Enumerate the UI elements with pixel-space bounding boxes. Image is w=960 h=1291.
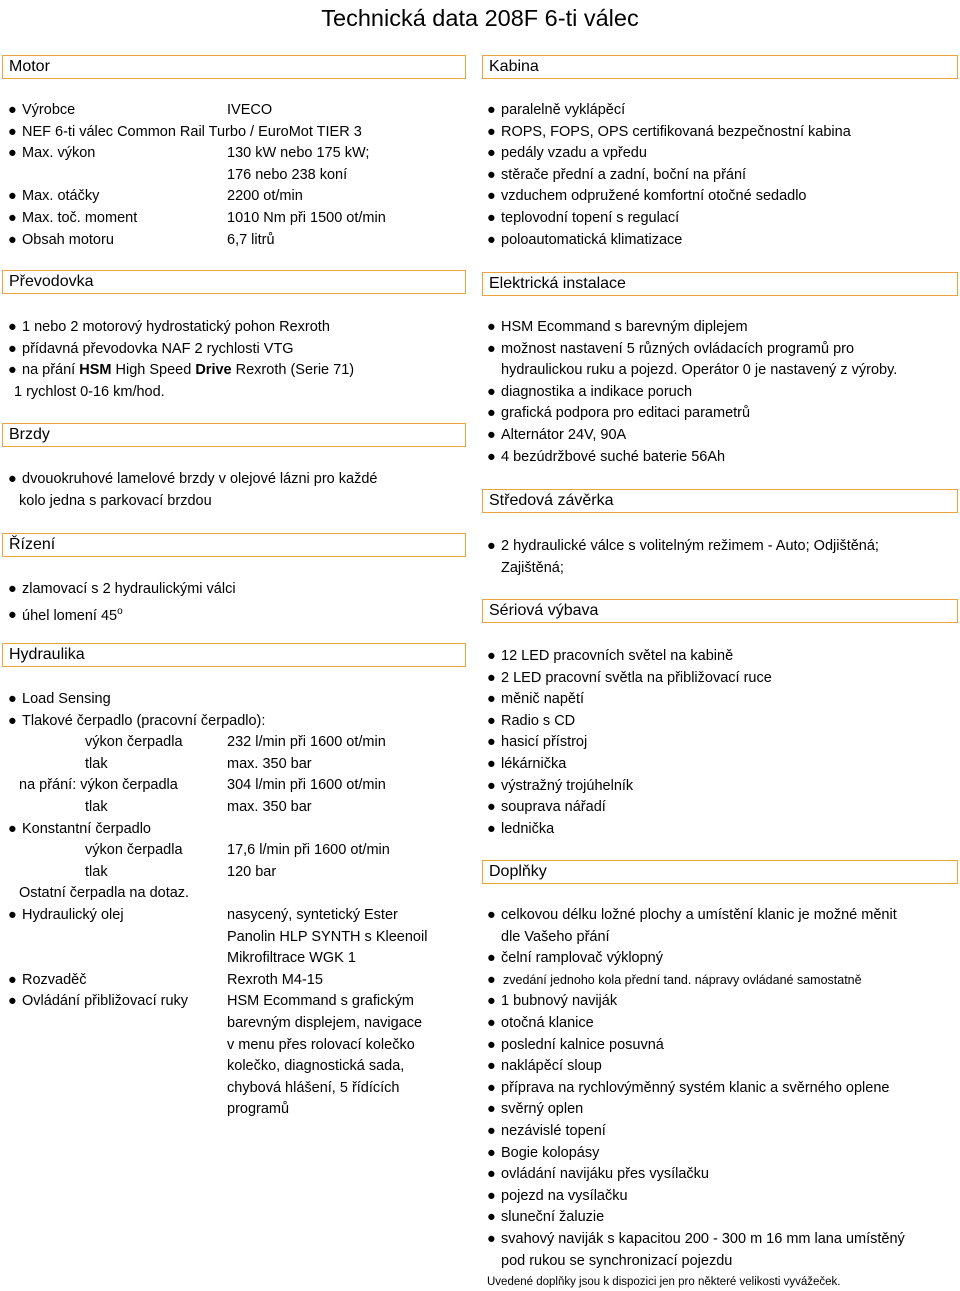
section-header-elektricka: Elektrická instalace bbox=[482, 272, 958, 296]
list-item: ● přídavná převodovka NAF 2 rychlosti VTG bbox=[8, 340, 294, 357]
section-header-motor: Motor bbox=[2, 55, 466, 79]
list-item: ● Tlakové čerpadlo (pracovní čerpadlo): bbox=[8, 712, 266, 729]
list-item: ● 4 bezúdržbové suché baterie 56Ah bbox=[487, 448, 726, 465]
section-header-prevodovka: Převodovka bbox=[2, 270, 466, 294]
list-item: ● ovládání navijáku přes vysílačku bbox=[487, 1166, 709, 1183]
list-item: ● vzduchem odpružené komfortní otočné sedadlo bbox=[487, 188, 807, 205]
list-item: ● paralelně vyklápěcí bbox=[487, 102, 626, 118]
rizeni-list bbox=[8, 579, 236, 622]
list-item: Mikrofiltrace WGK 1 bbox=[227, 950, 356, 967]
brzdy-list bbox=[8, 469, 377, 512]
hydraulika-list bbox=[8, 689, 468, 1121]
list-item: ● Rozvaděč Rexroth M4-15 bbox=[8, 971, 323, 988]
list-item: programů bbox=[227, 1101, 290, 1118]
list-item: ● Load Sensing bbox=[8, 691, 111, 707]
list-item: 1 rychlost 0-16 km/hod. bbox=[14, 383, 165, 400]
list-item: ● zvedání jednoho kola přední tand. nápravy ovládané samostatně bbox=[487, 971, 862, 988]
list-item: ● 1 nebo 2 motorový hydrostatický pohon Rexroth bbox=[8, 319, 330, 335]
section-header-hydraulika: Hydraulika bbox=[2, 643, 466, 667]
list-item: ● Hydraulický olej nasycený, syntetický Ester bbox=[8, 906, 398, 923]
section-header-seriova: Sériová výbava bbox=[482, 599, 958, 623]
list-item: Panolin HLP SYNTH s Kleenoil bbox=[227, 928, 428, 945]
list-item: ● příprava na rychlovýměnný systém klanic a svěrného oplene bbox=[487, 1079, 890, 1096]
page-title: Technická data 208F 6-ti válec bbox=[321, 5, 639, 31]
list-item: ● lékárnička bbox=[487, 755, 567, 772]
list-item: tlak max. 350 bar bbox=[85, 755, 312, 772]
list-item: ● poslední kalnice posuvná bbox=[487, 1036, 664, 1053]
elektricka-list bbox=[487, 317, 897, 468]
list-item: ● Radio s CD bbox=[487, 712, 576, 729]
list-item: chybová hlášení, 5 řídících bbox=[227, 1079, 400, 1096]
list-item: ● Max. výkon 130 kW nebo 175 kW; bbox=[8, 145, 370, 162]
list-item: pod rukou se synchronizací pojezdu bbox=[501, 1252, 733, 1269]
list-item: ● sluneční žaluzie bbox=[487, 1209, 605, 1226]
list-item: Ostatní čerpadla na dotaz. bbox=[19, 885, 190, 902]
list-item: ● hasicí přístroj bbox=[487, 734, 588, 751]
list-item: výkon čerpadla 232 l/min při 1600 ot/min bbox=[85, 734, 386, 751]
list-item: ● Konstantní čerpadlo bbox=[8, 820, 151, 837]
list-item: na přání: výkon čerpadla 304 l/min při 1600 ot/min bbox=[19, 777, 386, 794]
list-item: ● Obsah motoru 6,7 litrů bbox=[8, 231, 275, 248]
section-header-doplnky: Doplňky bbox=[482, 860, 958, 884]
list-item: ● lednička bbox=[487, 820, 555, 837]
stredova-list bbox=[487, 536, 879, 579]
list-item: barevným displejem, navigace bbox=[227, 1014, 423, 1031]
list-item: ● otočná klanice bbox=[487, 1014, 594, 1031]
list-item: ● nezávislé topení bbox=[487, 1122, 606, 1139]
list-item: ● 2 LED pracovní světla na přibližovací ruce bbox=[487, 669, 772, 686]
list-item: tlak 120 bar bbox=[85, 863, 277, 880]
list-item: hydraulickou ruku a pojezd. Operátor 0 je nastavený z výroby. bbox=[501, 362, 898, 379]
list-item: ● NEF 6-ti válec Common Rail Turbo / EuroMot TIER 3 bbox=[8, 123, 362, 140]
list-item: ● měnič napětí bbox=[487, 691, 585, 708]
list-item: ● diagnostika a indikace poruch bbox=[487, 383, 693, 400]
list-item: ● pojezd na vysílačku bbox=[487, 1187, 628, 1204]
list-item: ● celkovou délku ložné plochy a umístění klanic je možné měnit bbox=[487, 907, 897, 923]
list-item: ● zlamovací s 2 hydraulickými válci bbox=[8, 581, 236, 597]
list-item: v menu přes rolovací kolečko bbox=[227, 1036, 415, 1053]
doplnky-list bbox=[487, 905, 905, 1272]
list-item: ● Bogie kolopásy bbox=[487, 1144, 600, 1161]
list-item: 176 nebo 238 koní bbox=[227, 166, 348, 183]
motor-list bbox=[8, 100, 468, 251]
list-item: ● souprava nářadí bbox=[487, 799, 606, 816]
list-item: ● ROPS, FOPS, OPS certifikovaná bezpečnostní kabina bbox=[487, 123, 851, 140]
list-item: Zajištěná; bbox=[501, 559, 564, 576]
list-item: ● Max. otáčky 2200 ot/min bbox=[8, 188, 303, 205]
list-item: ● svahový naviják s kapacitou 200 - 300 m 16 mm lana umístěný bbox=[487, 1230, 905, 1247]
section-header-kabina: Kabina bbox=[482, 55, 958, 79]
list-item: ● poloautomatická klimatizace bbox=[487, 231, 683, 248]
list-item: ● na přání HSM High Speed Drive Rexroth (Serie 71) bbox=[8, 362, 355, 379]
section-header-stredova: Středová závěrka bbox=[482, 489, 958, 513]
list-item: ● pedály vzadu a vpředu bbox=[487, 145, 647, 162]
list-item: ● 2 hydraulické válce s volitelným režimem - Auto; Odjištěná; bbox=[487, 538, 879, 554]
list-item: ● grafická podpora pro editaci parametrů bbox=[487, 405, 751, 422]
list-item: ● Ovládání přibližovací ruky HSM Ecommand s grafickým bbox=[8, 993, 414, 1010]
list-item: ● Max. toč. moment 1010 Nm při 1500 ot/min bbox=[8, 209, 386, 226]
list-item: ● naklápěcí sloup bbox=[487, 1058, 602, 1075]
list-item: ● stěrače přední a zadní, boční na přání bbox=[487, 166, 747, 183]
section-header-rizeni: Řízení bbox=[2, 533, 466, 557]
list-item: ● 1 bubnový naviják bbox=[487, 993, 618, 1010]
prevodovka-list bbox=[8, 317, 354, 403]
list-item: výkon čerpadla 17,6 l/min při 1600 ot/min bbox=[85, 842, 390, 859]
list-item: ● výstražný trojúhelník bbox=[487, 777, 634, 794]
list-item: ● Výrobce IVECO bbox=[8, 102, 273, 118]
list-item: ● úhel lomení 45$^o$ bbox=[8, 605, 123, 624]
list-item: ● HSM Ecommand s barevným diplejem bbox=[487, 319, 748, 335]
list-item: ● dvouokruhové lamelové brzdy v olejové lázni pro každé bbox=[8, 471, 378, 487]
list-item: ● Alternátor 24V, 90A bbox=[487, 426, 627, 443]
list-item: ● svěrný oplen bbox=[487, 1101, 584, 1118]
footnote: Uvedené doplňky jsou k dispozici jen pro některé velikosti vyvážeček. bbox=[487, 1276, 841, 1288]
list-item: ● teplovodní topení s regulací bbox=[487, 209, 680, 226]
section-header-brzdy: Brzdy bbox=[2, 423, 466, 447]
seriova-list bbox=[487, 646, 772, 840]
list-item: dle Vašeho přání bbox=[501, 928, 610, 945]
list-item: kolečko, diagnostická sada, bbox=[227, 1058, 405, 1075]
list-item: ● čelní ramplovač výklopný bbox=[487, 950, 663, 967]
list-item: ● možnost nastavení 5 různých ovládacích programů pro bbox=[487, 340, 855, 357]
list-item: tlak max. 350 bar bbox=[85, 798, 312, 815]
list-item: kolo jedna s parkovací brzdou bbox=[19, 492, 212, 509]
kabina-list bbox=[487, 100, 851, 251]
list-item: ● 12 LED pracovních světel na kabině bbox=[487, 648, 734, 664]
